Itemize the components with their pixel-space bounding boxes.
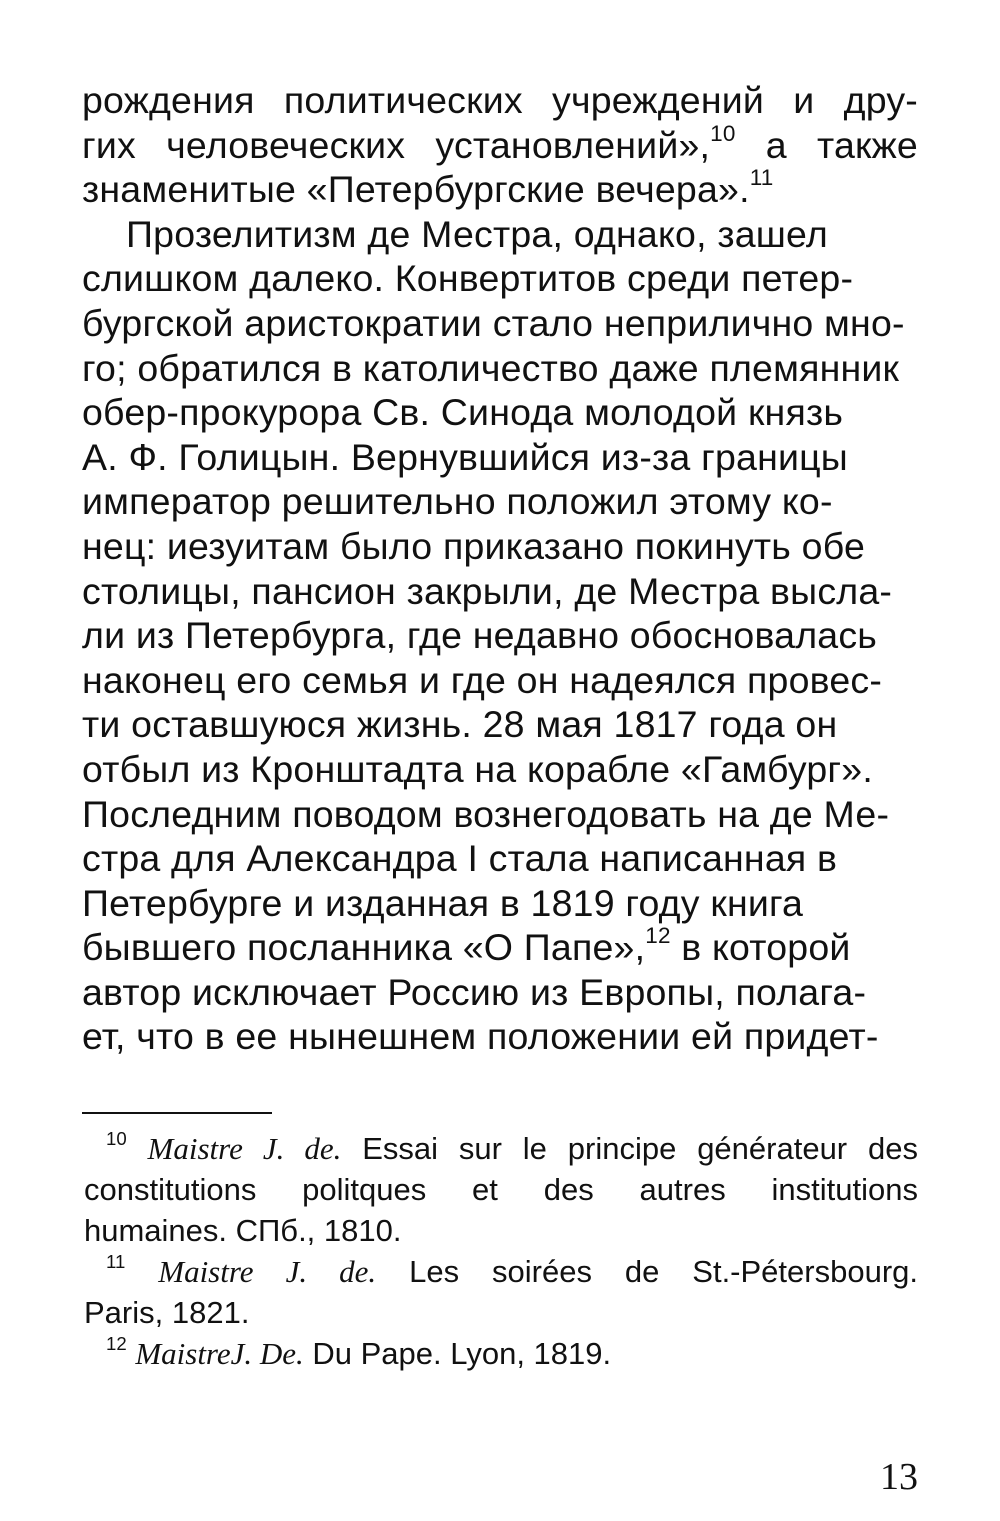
paragraph-1 xyxy=(82,78,918,212)
text-line: ли из Петербурга, где недавно обосновалась xyxy=(82,614,878,657)
text-line: отбыл из Кронштадта на корабле «Гамбург». xyxy=(82,747,873,790)
footnote-ref-12[interactable]: 12 xyxy=(645,923,671,949)
text-line: humaines. СПб., 1810. xyxy=(84,1213,402,1248)
text-fragment: а также xyxy=(735,123,918,166)
text-line xyxy=(84,1128,918,1169)
footnote-ref-11[interactable]: 11 xyxy=(749,165,774,191)
text-line: Последним поводом вознегодовать на де Ме- xyxy=(82,792,890,835)
footnote-author: Maistre J. de. xyxy=(158,1254,377,1289)
text-line: наконец его семья и где он надеялся провес- xyxy=(82,658,883,701)
text-fragment: Essai sur le principe générateur des xyxy=(341,1131,918,1166)
footnote-number: 11 xyxy=(106,1250,126,1272)
text-line: Петербурге и изданная в 1819 году книга xyxy=(82,881,804,924)
text-line: автор исключает Россию из Европы, полага- xyxy=(82,970,867,1013)
text-line: стра для Александра I стала написанная в xyxy=(82,837,838,880)
footnote-11 xyxy=(84,1251,918,1333)
footnote-author: Maistre J. de. xyxy=(147,1131,342,1166)
footnote-separator xyxy=(82,1112,272,1114)
footnote-12 xyxy=(84,1333,918,1374)
footnote-10 xyxy=(84,1128,918,1251)
text-line xyxy=(82,120,918,168)
text-line: Paris, 1821. xyxy=(84,1295,250,1330)
text-line: го; обратился в католичество даже племянник xyxy=(82,346,900,389)
text-line: А. Ф. Голицын. Вернувшийся из-за границы xyxy=(82,435,848,478)
text-fragment: знаменитые «Петербургские вечера». xyxy=(82,168,750,211)
text-fragment: Du Pape. Lyon, 1819. xyxy=(303,1336,612,1371)
text-line: столицы, пансион закрыли, де Местра высла- xyxy=(82,569,893,612)
text-line: Прозелитизм де Местра, однако, зашел xyxy=(126,212,828,255)
main-text xyxy=(82,78,918,1059)
footnote-number: 10 xyxy=(106,1127,127,1149)
text-fragment: Les soirées de St.-Pétersbourg. xyxy=(376,1254,918,1289)
text-fragment: бывшего посланника «О Папе», xyxy=(82,926,646,969)
text-line: слишком далеко. Конвертитов среди петер- xyxy=(82,257,854,300)
text-line: бургской аристократии стало неприлично мно- xyxy=(82,301,905,344)
text-line xyxy=(84,1251,918,1292)
text-line: рождения политических учреждений и дру- xyxy=(82,79,918,121)
text-line: ти оставшуюся жизнь. 28 мая 1817 года он xyxy=(82,703,838,746)
paragraph-2 xyxy=(82,212,918,1059)
text-line xyxy=(84,1333,918,1374)
text-line: constitutions politques et des autres institutions xyxy=(84,1172,918,1207)
text-line: обер-прокурора Св. Синода молодой князь xyxy=(82,391,844,434)
footnotes xyxy=(84,1128,918,1374)
text-line xyxy=(82,167,918,212)
footnote-author: MaistreJ. De. xyxy=(135,1336,304,1371)
text-line: ет, что в ее нынешнем положении ей придет- xyxy=(82,1015,879,1058)
text-line: император решительно положил этому ко- xyxy=(82,480,833,523)
footnote-number: 12 xyxy=(106,1332,127,1354)
text-line xyxy=(82,925,918,970)
page-number: 13 xyxy=(880,1456,918,1498)
text-line: нец: иезуитам было приказано покинуть обе xyxy=(82,524,866,567)
footnote-ref-10[interactable]: 10 xyxy=(710,120,736,146)
text-fragment: в которой xyxy=(670,926,851,969)
text-fragment: гих человеческих установлений», xyxy=(82,123,711,166)
